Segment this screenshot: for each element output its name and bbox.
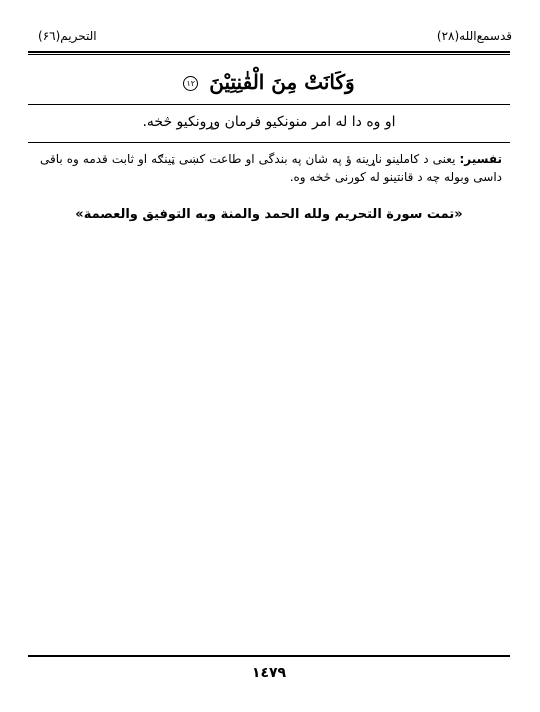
translation-text: او وه دا له امر منونکیو فرمان وړونکیو څخه. [142, 114, 396, 130]
tafsir-paragraph [40, 150, 502, 186]
translation-rule [28, 142, 510, 143]
top-rule-thin [28, 54, 510, 55]
bottom-rule [28, 655, 510, 657]
ayah-verse [28, 68, 510, 96]
surah-closing: «تمت سورة التحريم ولله الحمد والمنة وبه التوفيق والعصمة» [75, 207, 463, 222]
tafsir-label: تفسیر: [459, 152, 502, 166]
top-rule [28, 51, 510, 53]
surah-header: التحریم(۶٦) [38, 29, 97, 43]
tafsir-text: یعنی د کاملینو ناړینه ؤ په شان په بندگی او طاعت کښی ټینګه او ثابت قدمه وه باقی داسی وبوله چه د قانتینو له کورنی څخه وه. [40, 152, 502, 184]
ayah-text: وَكَانَتْ مِنَ الْقٰنِتِيْنَ [209, 70, 355, 94]
ayah-rule [28, 104, 510, 105]
juz-header: قدسمع‌الله(۲۸) [436, 29, 512, 43]
page-number: ١٤٧٩ [251, 665, 287, 681]
ayah-number-marker: ١٢ [183, 76, 198, 91]
